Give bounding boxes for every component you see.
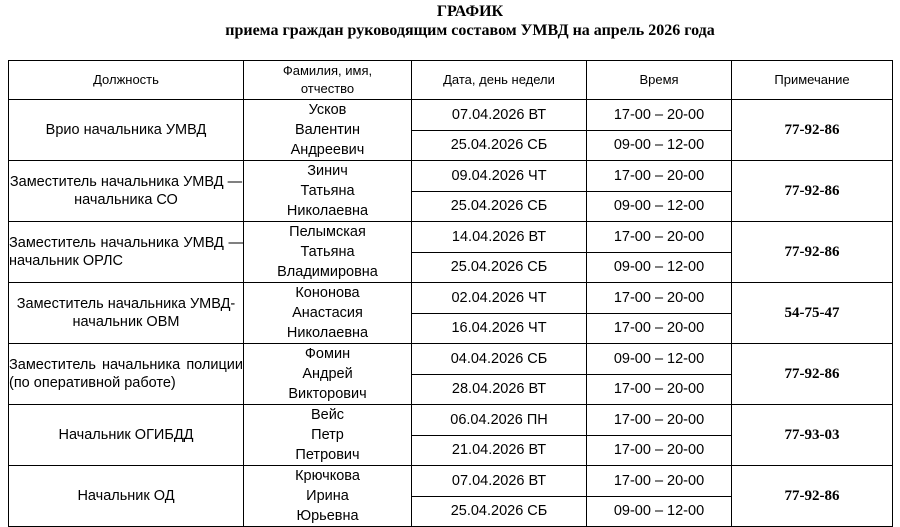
time-cell: 09-00 – 12-00 xyxy=(587,191,732,222)
time-cell: 17-00 – 20-00 xyxy=(587,283,732,314)
time-cell: 09-00 – 12-00 xyxy=(587,496,732,527)
first-name: Петр xyxy=(311,427,344,443)
note-cell: 54-75-47 xyxy=(732,283,893,344)
first-name: Татьяна xyxy=(300,183,355,199)
date-cell: 25.04.2026 СБ xyxy=(412,252,587,283)
position-cell: Врио начальника УМВД xyxy=(9,100,244,161)
date-cell: 02.04.2026 ЧТ xyxy=(412,283,587,314)
name-cell xyxy=(244,222,412,283)
date-cell: 25.04.2026 СБ xyxy=(412,191,587,222)
date-cell: 07.04.2026 ВТ xyxy=(412,466,587,497)
schedule-table xyxy=(8,60,893,527)
surname: Вейс xyxy=(310,407,345,423)
first-name: Ирина xyxy=(306,488,349,504)
name-cell xyxy=(244,344,412,405)
first-name: Валентин xyxy=(294,122,361,138)
position-cell: Заместитель начальника полиции (по оперативной работе) xyxy=(9,344,244,405)
document-subtitle: приема граждан руководящим составом УМВД на апрель 2026 года xyxy=(225,22,715,39)
header-position: Должность xyxy=(9,61,244,100)
table-row xyxy=(9,283,893,314)
position-cell: Заместитель начальника УМВД- начальник ОВМ xyxy=(9,283,244,344)
name-cell xyxy=(244,161,412,222)
time-cell: 09-00 – 12-00 xyxy=(587,252,732,283)
surname: Усков xyxy=(308,102,347,118)
time-cell: 09-00 – 12-00 xyxy=(587,130,732,161)
time-cell: 17-00 – 20-00 xyxy=(587,435,732,466)
time-cell: 17-00 – 20-00 xyxy=(587,161,732,192)
date-cell: 06.04.2026 ПН xyxy=(412,405,587,436)
table-row xyxy=(9,100,893,131)
position-cell: Заместитель начальника УМВД — начальник ОРЛС xyxy=(9,222,244,283)
patronymic: Петрович xyxy=(295,447,360,463)
table-row xyxy=(9,466,893,497)
time-cell: 17-00 – 20-00 xyxy=(587,374,732,405)
patronymic: Владимировна xyxy=(277,264,378,280)
time-cell: 17-00 – 20-00 xyxy=(587,313,732,344)
date-cell: 25.04.2026 СБ xyxy=(412,130,587,161)
header-time: Время xyxy=(587,61,732,100)
name-cell xyxy=(244,405,412,466)
date-cell: 16.04.2026 ЧТ xyxy=(412,313,587,344)
table-row xyxy=(9,161,893,192)
date-cell: 09.04.2026 ЧТ xyxy=(412,161,587,192)
date-cell: 14.04.2026 ВТ xyxy=(412,222,587,253)
name-cell xyxy=(244,100,412,161)
first-name: Татьяна xyxy=(300,244,355,260)
surname: Крючкова xyxy=(295,468,360,484)
surname: Зинич xyxy=(307,163,348,179)
date-cell: 25.04.2026 СБ xyxy=(412,496,587,527)
time-cell: 17-00 – 20-00 xyxy=(587,100,732,131)
position-cell: Начальник ОД xyxy=(9,466,244,527)
time-cell: 09-00 – 12-00 xyxy=(587,344,732,375)
header-note: Примечание xyxy=(732,61,893,100)
surname: Кононова xyxy=(295,285,360,301)
patronymic: Николаевна xyxy=(286,325,369,341)
note-cell: 77-93-03 xyxy=(732,405,893,466)
table-header-row xyxy=(9,61,893,100)
patronymic: Юрьевна xyxy=(296,508,359,524)
note-cell: 77-92-86 xyxy=(732,344,893,405)
position-cell: Начальник ОГИБДД xyxy=(9,405,244,466)
note-cell: 77-92-86 xyxy=(732,466,893,527)
surname: Фомин xyxy=(304,346,351,362)
date-cell: 04.04.2026 СБ xyxy=(412,344,587,375)
patronymic: Андреевич xyxy=(290,142,365,158)
table-row xyxy=(9,344,893,375)
time-cell: 17-00 – 20-00 xyxy=(587,222,732,253)
note-cell: 77-92-86 xyxy=(732,222,893,283)
table-row xyxy=(9,222,893,253)
name-cell xyxy=(244,283,412,344)
header-name: Фамилия, имя, отчество xyxy=(244,61,412,100)
patronymic: Николаевна xyxy=(286,203,369,219)
position-cell: Заместитель начальника УМВД — начальника СО xyxy=(9,161,244,222)
first-name: Андрей xyxy=(302,366,353,382)
patronymic: Викторович xyxy=(288,386,367,402)
table-row xyxy=(9,405,893,436)
date-cell: 07.04.2026 ВТ xyxy=(412,100,587,131)
date-cell: 21.04.2026 ВТ xyxy=(412,435,587,466)
time-cell: 17-00 – 20-00 xyxy=(587,466,732,497)
surname: Пелымская xyxy=(289,224,366,240)
time-cell: 17-00 – 20-00 xyxy=(587,405,732,436)
date-cell: 28.04.2026 ВТ xyxy=(412,374,587,405)
note-cell: 77-92-86 xyxy=(732,161,893,222)
document-title: ГРАФИК xyxy=(436,3,504,20)
note-cell: 77-92-86 xyxy=(732,100,893,161)
header-date: Дата, день недели xyxy=(412,61,587,100)
first-name: Анастасия xyxy=(292,305,363,321)
name-cell xyxy=(244,466,412,527)
